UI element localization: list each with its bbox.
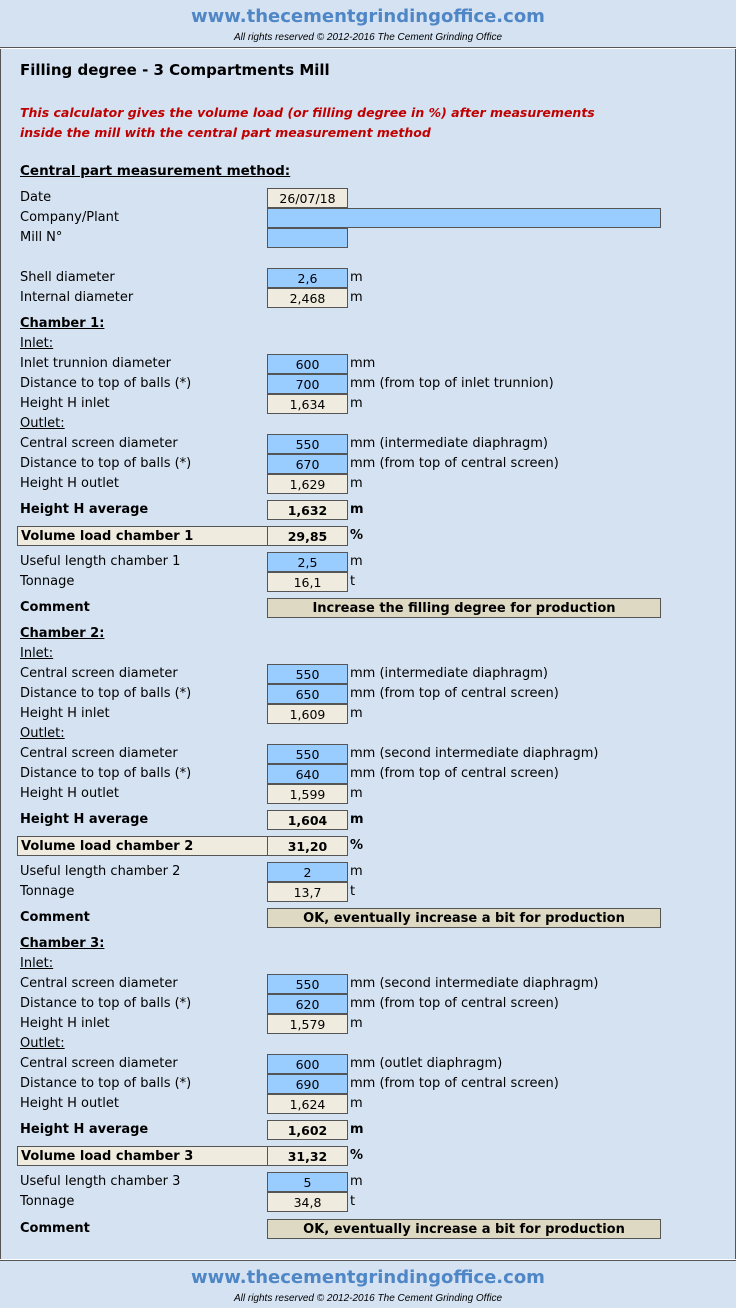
chamber-3-comment-label: Comment (20, 1221, 90, 1236)
intro-line-2: inside the mill with the central part measurement method (20, 125, 431, 140)
chamber-1-inlet-top-input[interactable]: 700 (267, 374, 348, 394)
chamber-2-tonnage-unit: t (350, 884, 356, 899)
chamber-2-outlet-height-value: 1,599 (267, 784, 348, 804)
chamber-2-tonnage-value: 13,7 (267, 882, 348, 902)
chamber-2-outlet-title: Outlet: (20, 726, 65, 741)
footer-band (0, 1260, 736, 1308)
chamber-3-tonnage-value: 34,8 (267, 1192, 348, 1212)
chamber-2-volume-load-value: 31,20 (267, 836, 348, 856)
chamber-1-inlet-height-label: Height H inlet (20, 396, 110, 411)
rights-text: All rights reserved © 2012-2016 The Cement Grinding Office (233, 32, 503, 43)
chamber-2-inlet-height-label: Height H inlet (20, 706, 110, 721)
chamber-3-inlet-top-unit: mm (from top of central screen) (350, 996, 559, 1011)
chamber-2-outlet-diameter-unit: mm (second intermediate diaphragm) (350, 746, 599, 761)
mill-label: Mill N° (20, 230, 63, 245)
chamber-2-length-unit: m (350, 864, 363, 879)
chamber-1-inlet-diameter-input[interactable]: 600 (267, 354, 348, 374)
intro-text (20, 103, 595, 143)
chamber-1-inlet-title: Inlet: (20, 336, 54, 351)
shell-diameter-label: Shell diameter (20, 270, 115, 285)
chamber-3-outlet-diameter-unit: mm (outlet diaphragm) (350, 1056, 503, 1071)
chamber-2-inlet-title: Inlet: (20, 646, 54, 661)
company-label: Company/Plant (20, 210, 119, 225)
footer-rights-text: All rights reserved © 2012-2016 The Cement Grinding Office (233, 1293, 503, 1304)
chamber-3-outlet-diameter-label: Central screen diameter (20, 1056, 178, 1071)
chamber-1-tonnage-label: Tonnage (20, 574, 75, 589)
chamber-1-tonnage-value: 16,1 (267, 572, 348, 592)
chamber-2-tonnage-label: Tonnage (20, 884, 75, 899)
page-title: Filling degree - 3 Compartments Mill (20, 61, 330, 79)
chamber-2-inlet-height-unit: m (350, 706, 363, 721)
chamber-2-avg-label: Height H average (20, 812, 149, 827)
chamber-3-outlet-height-label: Height H outlet (20, 1096, 120, 1111)
chamber-3-inlet-height-label: Height H inlet (20, 1016, 110, 1031)
chamber-3-volume-load-unit: % (350, 1148, 364, 1163)
chamber-2-inlet-diameter-input[interactable]: 550 (267, 664, 348, 684)
chamber-3-length-label: Useful length chamber 3 (20, 1174, 181, 1189)
chamber-3-inlet-top-input[interactable]: 620 (267, 994, 348, 1014)
chamber-3-title: Chamber 3: (20, 936, 105, 951)
chamber-1-outlet-top-input[interactable]: 670 (267, 454, 348, 474)
chamber-2-volume-load-label: Volume load chamber 2 (17, 836, 268, 856)
chamber-3-inlet-diameter-unit: mm (second intermediate diaphragm) (350, 976, 599, 991)
chamber-1-title: Chamber 1: (20, 316, 105, 331)
chamber-2-outlet-diameter-input[interactable]: 550 (267, 744, 348, 764)
chamber-3-outlet-top-input[interactable]: 690 (267, 1074, 348, 1094)
chamber-1-volume-load-unit: % (350, 528, 364, 543)
chamber-1-outlet-height-unit: m (350, 476, 363, 491)
method-title: Central part measurement method: (20, 163, 291, 179)
chamber-1-inlet-diameter-unit: mm (350, 356, 376, 371)
intro-line-1: This calculator gives the volume load (or filling degree in %) after measurements (20, 105, 595, 120)
chamber-3-length-unit: m (350, 1174, 363, 1189)
internal-diameter-label: Internal diameter (20, 290, 134, 305)
chamber-2-outlet-top-label: Distance to top of balls (*) (20, 766, 192, 781)
chamber-1-outlet-top-unit: mm (from top of central screen) (350, 456, 559, 471)
chamber-3-tonnage-unit: t (350, 1194, 356, 1209)
chamber-1-avg-label: Height H average (20, 502, 149, 517)
chamber-3-avg-unit: m (350, 1122, 364, 1137)
internal-diameter-value: 2,468 (267, 288, 348, 308)
date-value: 26/07/18 (267, 188, 348, 208)
chamber-2-comment-label: Comment (20, 910, 90, 925)
chamber-3-outlet-title: Outlet: (20, 1036, 65, 1051)
chamber-1-inlet-height-unit: m (350, 396, 363, 411)
chamber-1-length-label: Useful length chamber 1 (20, 554, 181, 569)
chamber-1-outlet-diameter-label: Central screen diameter (20, 436, 178, 451)
chamber-2-avg-unit: m (350, 812, 364, 827)
chamber-2-length-label: Useful length chamber 2 (20, 864, 181, 879)
chamber-3-comment-value: OK, eventually increase a bit for production (267, 1219, 661, 1239)
chamber-2-inlet-top-label: Distance to top of balls (*) (20, 686, 192, 701)
chamber-3-outlet-top-label: Distance to top of balls (*) (20, 1076, 192, 1091)
chamber-3-outlet-diameter-input[interactable]: 600 (267, 1054, 348, 1074)
chamber-3-avg-label: Height H average (20, 1122, 149, 1137)
chamber-2-length-input[interactable]: 2 (267, 862, 348, 882)
shell-diameter-unit: m (350, 270, 363, 285)
footer-site-link[interactable]: www.thecementgrindingoffice.com (191, 1267, 545, 1288)
chamber-2-inlet-height-value: 1,609 (267, 704, 348, 724)
chamber-3-inlet-height-unit: m (350, 1016, 363, 1031)
chamber-1-outlet-diameter-unit: mm (intermediate diaphragm) (350, 436, 548, 451)
chamber-2-volume-load-unit: % (350, 838, 364, 853)
chamber-1-inlet-diameter-label: Inlet trunnion diameter (20, 356, 171, 371)
chamber-3-tonnage-label: Tonnage (20, 1194, 75, 1209)
chamber-1-outlet-height-label: Height H outlet (20, 476, 120, 491)
chamber-1-tonnage-unit: t (350, 574, 356, 589)
chamber-3-inlet-title: Inlet: (20, 956, 54, 971)
shell-diameter-input[interactable]: 2,6 (267, 268, 348, 288)
chamber-2-title: Chamber 2: (20, 626, 105, 641)
chamber-2-outlet-diameter-label: Central screen diameter (20, 746, 178, 761)
chamber-1-comment-value: Increase the filling degree for production (267, 598, 661, 618)
chamber-3-length-input[interactable]: 5 (267, 1172, 348, 1192)
chamber-1-inlet-height-value: 1,634 (267, 394, 348, 414)
internal-diameter-unit: m (350, 290, 363, 305)
chamber-1-avg-unit: m (350, 502, 364, 517)
chamber-2-inlet-diameter-label: Central screen diameter (20, 666, 178, 681)
chamber-3-inlet-height-value: 1,579 (267, 1014, 348, 1034)
chamber-3-volume-load-label: Volume load chamber 3 (17, 1146, 268, 1166)
chamber-2-comment-value: OK, eventually increase a bit for production (267, 908, 661, 928)
chamber-3-outlet-height-unit: m (350, 1096, 363, 1111)
chamber-1-inlet-top-unit: mm (from top of inlet trunnion) (350, 376, 554, 391)
chamber-1-avg-value: 1,632 (267, 500, 348, 520)
chamber-3-inlet-diameter-label: Central screen diameter (20, 976, 178, 991)
chamber-2-avg-value: 1,604 (267, 810, 348, 830)
chamber-2-outlet-height-label: Height H outlet (20, 786, 120, 801)
chamber-1-volume-load-value: 29,85 (267, 526, 348, 546)
chamber-3-inlet-diameter-input[interactable]: 550 (267, 974, 348, 994)
company-input[interactable] (267, 208, 661, 228)
header-band (0, 0, 736, 48)
chamber-3-inlet-top-label: Distance to top of balls (*) (20, 996, 192, 1011)
date-label: Date (20, 190, 52, 205)
chamber-3-volume-load-value: 31,32 (267, 1146, 348, 1166)
chamber-2-inlet-top-unit: mm (from top of central screen) (350, 686, 559, 701)
chamber-3-avg-value: 1,602 (267, 1120, 348, 1140)
site-link[interactable]: www.thecementgrindingoffice.com (191, 6, 545, 27)
mill-input[interactable] (267, 228, 348, 248)
chamber-1-outlet-top-label: Distance to top of balls (*) (20, 456, 192, 471)
chamber-2-outlet-top-input[interactable]: 640 (267, 764, 348, 784)
chamber-1-outlet-title: Outlet: (20, 416, 65, 431)
chamber-2-inlet-diameter-unit: mm (intermediate diaphragm) (350, 666, 548, 681)
chamber-2-inlet-top-input[interactable]: 650 (267, 684, 348, 704)
chamber-1-outlet-height-value: 1,629 (267, 474, 348, 494)
chamber-1-volume-load-label: Volume load chamber 1 (17, 526, 268, 546)
chamber-1-length-unit: m (350, 554, 363, 569)
chamber-1-inlet-top-label: Distance to top of balls (*) (20, 376, 192, 391)
chamber-1-length-input[interactable]: 2,5 (267, 552, 348, 572)
chamber-2-outlet-height-unit: m (350, 786, 363, 801)
chamber-1-outlet-diameter-input[interactable]: 550 (267, 434, 348, 454)
chamber-2-outlet-top-unit: mm (from top of central screen) (350, 766, 559, 781)
chamber-3-outlet-height-value: 1,624 (267, 1094, 348, 1114)
chamber-1-comment-label: Comment (20, 600, 90, 615)
chamber-3-outlet-top-unit: mm (from top of central screen) (350, 1076, 559, 1091)
